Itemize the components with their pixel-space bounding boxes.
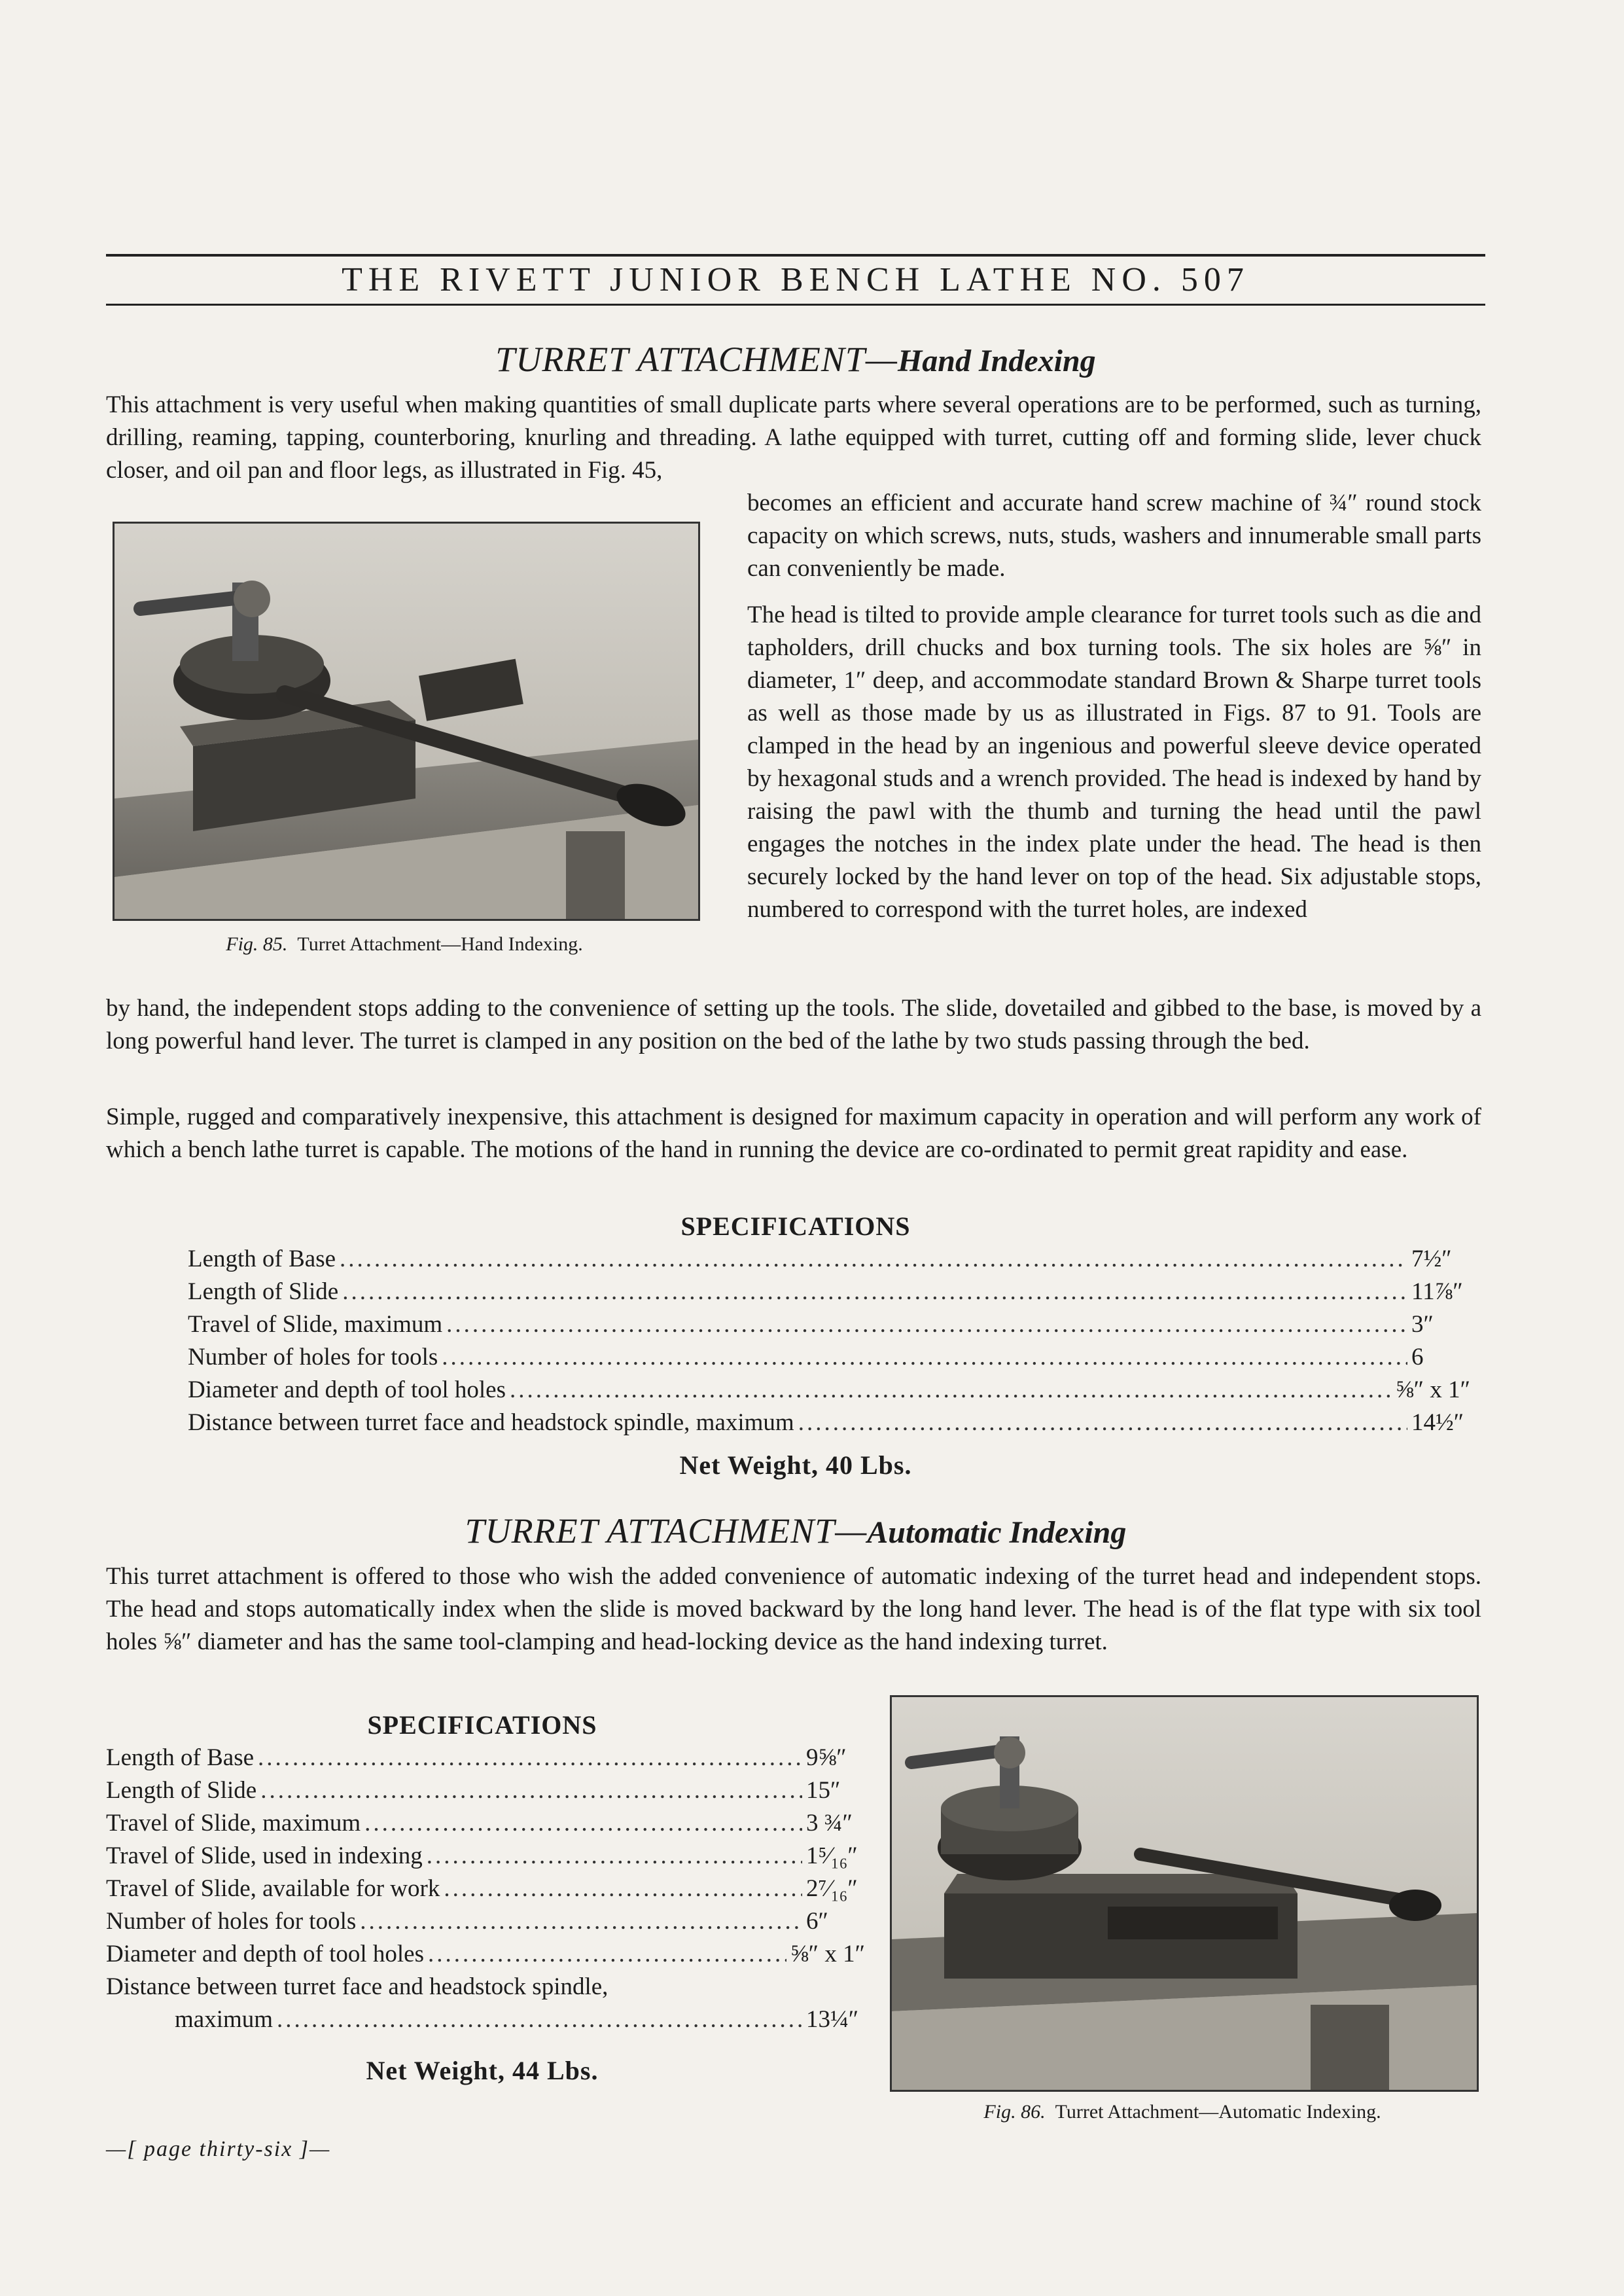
spec-row	[188, 1376, 1470, 1408]
spec-value: 6	[1411, 1344, 1424, 1371]
section1-net-weight: Net Weight, 40 Lbs.	[679, 1450, 912, 1480]
leader-dots	[260, 1776, 802, 1804]
figure-86-caption	[890, 2101, 1475, 2123]
leader-dots	[340, 1245, 1407, 1273]
spec-row	[188, 1310, 1470, 1343]
section1-closing-paragraph: Simple, rugged and comparatively inexpensive, this attachment is designed for maximum capacity in operation and will perform any work of which a bench lathe turret is capable. The motions of the hand in running the device are co-ordinated to permit great rapidity and ease.	[106, 1103, 1481, 1163]
spec-label: Length of Base	[188, 1246, 336, 1272]
leader-dots	[446, 1310, 1407, 1338]
figure-86-text: Turret Attachment—Automatic Indexing.	[1055, 2101, 1381, 2123]
spec-row	[106, 1940, 865, 1973]
spec-row	[106, 1776, 865, 1809]
spec-label: maximum	[175, 2006, 274, 2033]
leader-dots	[444, 1874, 802, 1903]
section2-title-main: TURRET ATTACHMENT	[465, 1511, 836, 1551]
leader-dots	[427, 1842, 802, 1870]
turret-automatic-indexing-illustration	[892, 1697, 1477, 2090]
spec-row	[188, 1408, 1470, 1441]
spec-value: 1⁵⁄₁₆″	[806, 1842, 858, 1869]
spec-value: 13¼″	[806, 2006, 859, 2033]
spec-row	[175, 2005, 865, 2038]
spec-row	[106, 1842, 865, 1874]
spec-value: 14½″	[1411, 1409, 1464, 1436]
spec-row	[188, 1245, 1470, 1278]
section1-title	[106, 339, 1485, 380]
section1-intro-paragraph: This attachment is very useful when making quantities of small duplicate parts where several operations are to be performed, such as turning, drilling, reaming, tapping, counterboring, knurling and threading. A lathe equipped with turret, cutting off and forming slide, lever chuck closer, and oil pan and floor legs, as illustrated in Fig. 45,	[106, 391, 1481, 484]
spec-value: 11⅞″	[1411, 1278, 1463, 1305]
figure-85-text: Turret Attachment—Hand Indexing.	[297, 933, 583, 955]
leader-dots	[277, 2005, 802, 2034]
section1-specs-heading: SPECIFICATIONS	[680, 1211, 911, 1241]
section2-net-weight: Net Weight, 44 Lbs.	[366, 2056, 599, 2085]
spec-value: 2⁷⁄₁₆″	[806, 1875, 858, 1902]
leader-dots	[510, 1376, 1392, 1404]
spec-label: Travel of Slide, maximum	[188, 1311, 443, 1338]
spec-value: 3″	[1411, 1311, 1434, 1338]
header-rule-bottom	[106, 304, 1485, 306]
spec-row	[106, 1809, 865, 1842]
spec-label: Distance between turret face and headstock spindle, maximum	[188, 1409, 794, 1436]
section1-side-paragraph-a: becomes an efficient and accurate hand screw machine of ¾″ round stock capacity on which screws, nuts, studs, washers and innumerable small parts can conveniently be made.	[747, 490, 1481, 582]
leader-dots	[360, 1907, 802, 1935]
spec-row	[106, 1744, 865, 1776]
leader-dots	[442, 1343, 1407, 1371]
section1-side-paragraph-b: The head is tilted to provide ample clearance for turret tools such as die and tapholders, drill chucks and box turning tools. The six holes are ⅝″ in diameter, 1″ deep, and accommodate standard Brown & Sharpe turret tools as well as those made by us as illustrated in Figs. 87 to 91. Tools are clamped in the head by an ingenious and powerful sleeve device operated by hexagonal studs and a wrench provided. The head is indexed by hand by raising the pawl with the thumb and turning the head until the pawl engages the notches in the index plate under the head. The head is then securely locked by the hand lever on top of the head. Six adjustable stops, numbered to correspond with the turret holes, are indexed	[747, 601, 1481, 923]
section2-specs-heading: SPECIFICATIONS	[367, 1710, 597, 1740]
spec-label: Diameter and depth of tool holes	[188, 1376, 506, 1403]
section1-title-main: TURRET ATTACHMENT	[495, 340, 866, 379]
spec-value: 7½″	[1411, 1246, 1452, 1272]
spec-label: Length of Base	[106, 1744, 255, 1771]
spec-label: Travel of Slide, available for work	[106, 1875, 440, 1902]
figure-86-number: Fig. 86.	[983, 2101, 1046, 2123]
figure-86-photo	[890, 1695, 1479, 2092]
spec-label: Travel of Slide, used in indexing	[106, 1842, 423, 1869]
spec-label: Length of Slide	[188, 1278, 339, 1305]
spec-label: Diameter and depth of tool holes	[106, 1941, 425, 1967]
section2-title-dash: —	[835, 1511, 868, 1551]
spec-label: Number of holes for tools	[106, 1908, 357, 1935]
page-footer: —[ page thirty-six ]—	[106, 2137, 331, 2161]
spec-value: 15″	[806, 1777, 841, 1804]
leader-dots	[342, 1278, 1407, 1306]
spec-label: Number of holes for tools	[188, 1344, 438, 1371]
section2-paragraph: This turret attachment is offered to those who wish the added convenience of automatic indexing of the turret head and independent stops. The head and stops automatically index when the slide is moved backward by the long hand lever. The head is of the flat type with six tool holes ⅝″ diameter and has the same tool-clamping and head-locking device as the hand indexing turret.	[106, 1563, 1481, 1655]
spec-label-line1: Distance between turret face and headstock spindle,	[106, 1973, 609, 2000]
spec-label: Travel of Slide, maximum	[106, 1810, 361, 1837]
running-head: THE RIVETT JUNIOR BENCH LATHE NO. 507	[342, 261, 1250, 298]
spec-row	[106, 1874, 865, 1907]
spec-value: 6″	[806, 1908, 828, 1935]
section1-continued-paragraph: by hand, the independent stops adding to the convenience of setting up the tools. The slide, dovetailed and gibbed to the base, is moved by a long powerful hand lever. The turret is clamped in any position on the bed of the lathe by two studs passing through the bed.	[106, 995, 1481, 1054]
header-rule-top	[106, 254, 1485, 257]
spec-row	[106, 1973, 865, 2005]
leader-dots	[798, 1408, 1407, 1437]
section1-subtitle: Hand Indexing	[897, 344, 1096, 378]
spec-value: 9⅝″	[806, 1744, 847, 1771]
figure-85-photo	[113, 522, 700, 921]
spec-row	[106, 1907, 865, 1940]
spec-value: ⅝″ x 1″	[790, 1941, 865, 1967]
spec-row	[188, 1278, 1470, 1310]
leader-dots	[364, 1809, 802, 1837]
section2-subtitle: Automatic Indexing	[867, 1515, 1127, 1550]
leader-dots	[428, 1940, 786, 1968]
figure-85-number: Fig. 85.	[226, 933, 288, 955]
turret-hand-indexing-illustration	[115, 524, 698, 919]
figure-85-caption	[113, 933, 696, 956]
spec-label: Length of Slide	[106, 1777, 257, 1804]
spec-value: 3 ¾″	[806, 1810, 853, 1837]
section1-title-dash: —	[865, 340, 898, 379]
leader-dots	[258, 1744, 802, 1772]
section2-title	[106, 1511, 1485, 1551]
spec-row	[188, 1343, 1470, 1376]
spec-value: ⅝″ x 1″	[1395, 1376, 1470, 1403]
